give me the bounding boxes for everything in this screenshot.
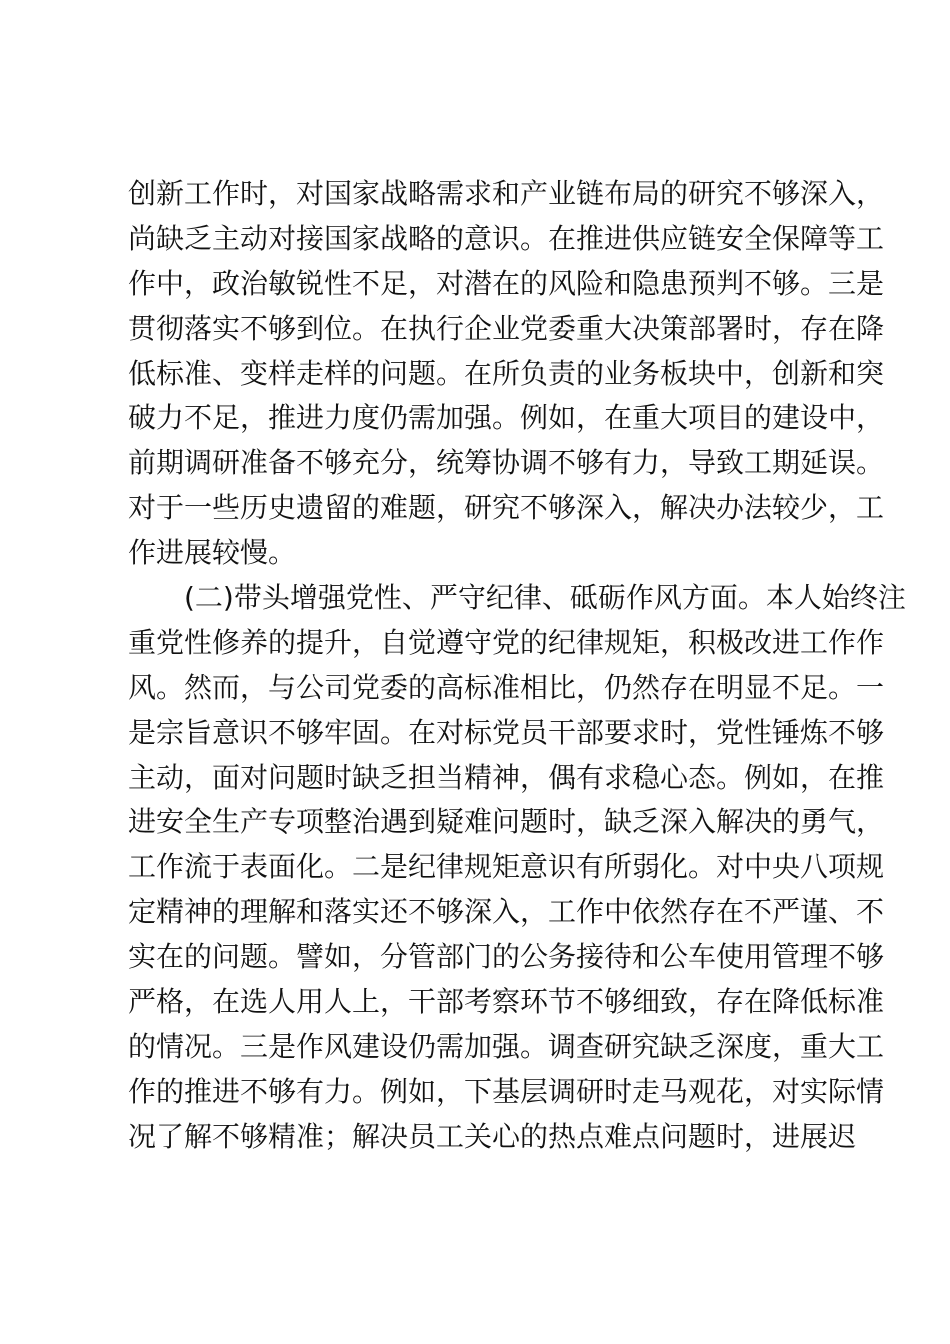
text-line: 况了解不够精准；解决员工关心的热点难点问题时，进展迟 xyxy=(128,1119,857,1153)
text-line: 贯彻落实不够到位。在执行企业党委重大决策部署时，存在降 xyxy=(128,311,885,345)
text-line: 重党性修养的提升，自觉遵守党的纪律规矩，积极改进工作作 xyxy=(128,625,885,659)
text-line: 工作流于表面化。二是纪律规矩意识有所弱化。对中央八项规 xyxy=(128,850,885,884)
text-line: 前期调研准备不够充分，统筹协调不够有力，导致工期延误。 xyxy=(128,446,885,480)
text-line: 作的推进不够有力。例如，下基层调研时走马观花，对实际情 xyxy=(128,1074,885,1108)
text-line: 创新工作时，对国家战略需求和产业链布局的研究不够深入， xyxy=(128,177,885,210)
text-line: 实在的问题。譬如，分管部门的公务接待和公车使用管理不够 xyxy=(128,940,885,974)
text-line: 作中，政治敏锐性不足，对潜在的风险和隐患预判不够。三是 xyxy=(128,266,885,300)
text-line: 是宗旨意识不够牢固。在对标党员干部要求时，党性锤炼不够 xyxy=(128,715,885,749)
text-line: 破力不足，推进力度仍需加强。例如，在重大项目的建设中， xyxy=(128,401,885,435)
text-line: 作进展较慢。 xyxy=(128,536,297,570)
text-line: 进安全生产专项整治遇到疑难问题时，缺乏深入解决的勇气， xyxy=(128,805,885,839)
text-line: 对于一些历史遗留的难题，研究不够深入，解决办法较少，工 xyxy=(128,491,885,525)
body-text xyxy=(128,172,906,1160)
text-line: 严格，在选人用人上，干部考察环节不够细致，存在降低标准 xyxy=(128,985,885,1019)
text-line: 主动，面对问题时缺乏担当精神，偶有求稳心态。例如，在推 xyxy=(128,760,885,794)
text-line: 低标准、变样走样的问题。在所负责的业务板块中，创新和突 xyxy=(128,356,885,390)
text-line: 的情况。三是作风建设仍需加强。调查研究缺乏深度，重大工 xyxy=(128,1029,885,1063)
section-heading-line: (二)带头增强党性、严守纪律、砥砺作风方面。本人始终注 xyxy=(184,581,906,615)
text-line: 尚缺乏主动对接国家战略的意识。在推进供应链安全保障等工 xyxy=(128,221,885,255)
text-line: 定精神的理解和落实还不够深入，工作中依然存在不严谨、不 xyxy=(128,895,885,929)
text-line: 风。然而，与公司党委的高标准相比，仍然存在明显不足。一 xyxy=(128,670,885,704)
